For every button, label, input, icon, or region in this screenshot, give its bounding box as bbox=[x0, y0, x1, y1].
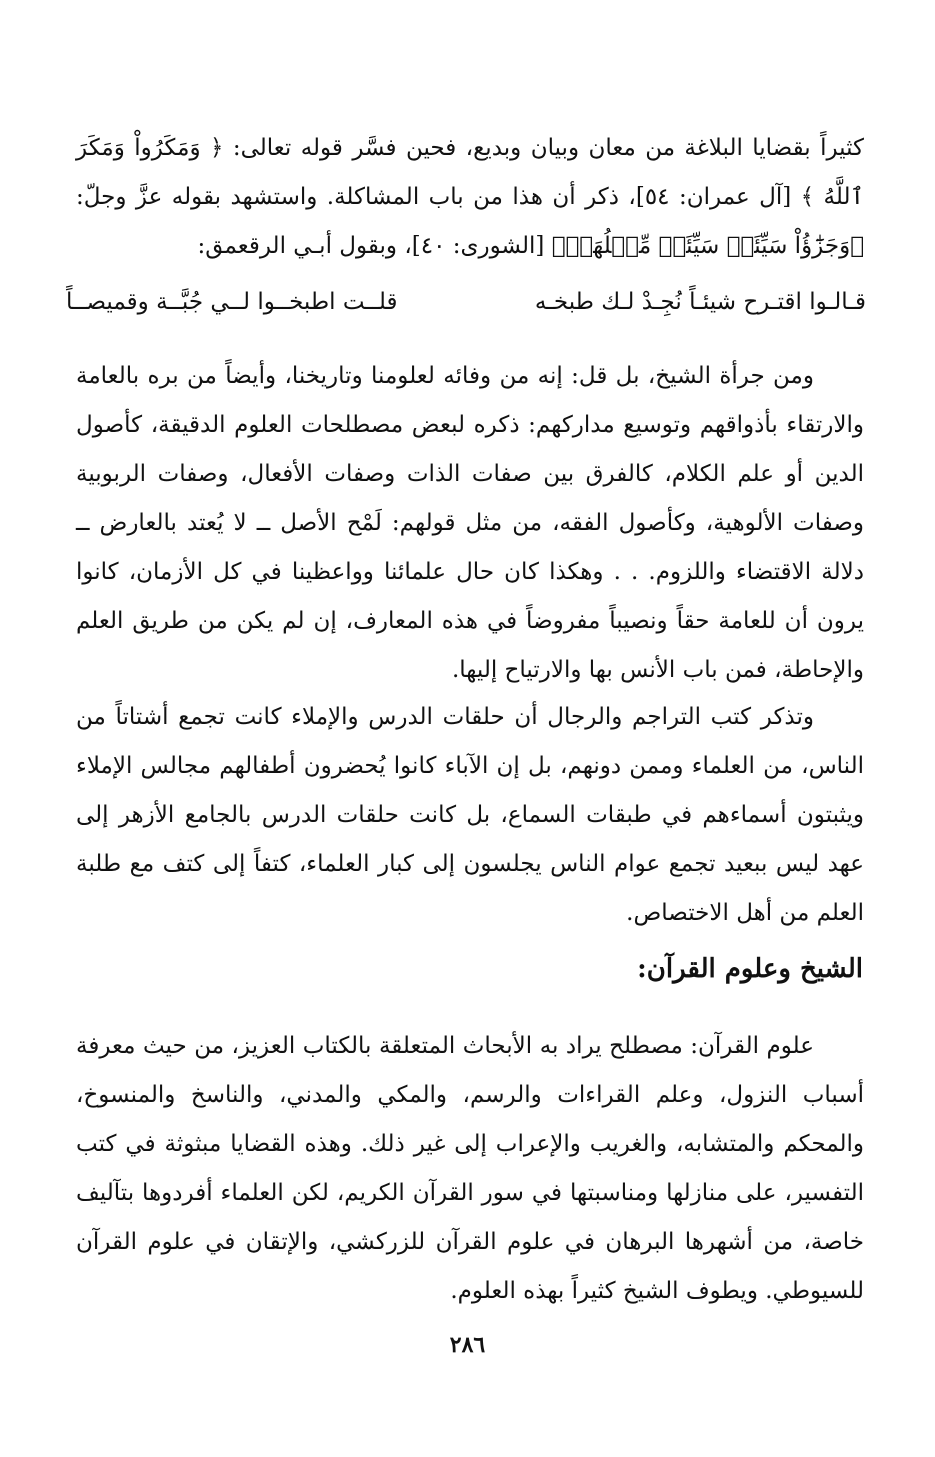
poetry-verse bbox=[66, 278, 866, 328]
page-number: ٢٨٦ bbox=[449, 1332, 486, 1358]
verse-first-hemistich: قـالـوا اقتـرح شيئـاً نُجِـدْ لـك طبخـه bbox=[534, 289, 866, 315]
quran-sciences-paragraph: علوم القرآن: مصطلح يراد به الأبحاث المتعلقة بالكتاب العزيز، من حيث معرفة أسباب النزول، وعلم القراءات والرسم، والمكي والمدني، والناسخ والمنسوخ، والمحكم والمتشابه، والغريب والإعراب إلى غير ذلك. وهذه القضايا مبثوثة في كتب التفسير، على منازلها ومناسبتها في سور القرآن الكريم، لكن العلماء أفردوها بتآليف خاصة، من أشهرها البرهان في علوم القرآن للزركشي، والإتقان في علوم القرآن للسيوطي. ويطوف الشيخ كثيراً بهذه العلوم. bbox=[76, 1033, 864, 1304]
boldness-paragraph: ومن جرأة الشيخ، بل قل: إنه من وفائه لعلومنا وتاريخنا، وأيضاً من بره بالعامة والارتقاء بأذواقهم وتوسيع مداركهم: ذكره لبعض مصطلحات العلوم الدقيقة، كأصول الدين أو علم الكلام، كالفرق بين صفات الذات وصفات الأفعال، وصفات الربوبية وصفات الألوهية، وكأصول الفقه، من مثل قولهم: لَمْح الأصل ــ لا يُعتد بالعارض ــ دلالة الاقتضاء واللزوم. . . وهكذا كان حال علمائنا وواعظينا في كل الأزمان، كانوا يرون أن للعامة حقاً ونصيباً مفروضاً في هذه المعارف، إن لم يكن من طريق العلم والإحاطة، فمن باب الأنس بها والارتياح إليها. bbox=[76, 363, 864, 683]
biographies-paragraph: وتذكر كتب التراجم والرجال أن حلقات الدرس والإملاء كانت تجمع أشتاتاً من الناس، من العلماء وممن دونهم، بل إن الآباء كانوا يُحضرون أطفالهم مجالس الإملاء ويثبتون أسماءهم في طبقات السماع، بل كانت حلقات الدرس بالجامع الأزهر إلى عهد ليس ببعيد تجمع عوام الناس يجلسون إلى كبار العلماء، كتفاً إلى كتف مع طلبة العلم من أهل الاختصاص. bbox=[76, 704, 864, 926]
verse-second-hemistich: قلــت اطبخــوا لــي جُبَّــة وقميصــاً bbox=[66, 289, 398, 315]
intro-paragraph: كثيراً بقضايا البلاغة من معان وبيان وبديع، فحين فسَّر قوله تعالى: ﴿ وَمَكَرُواْ وَمَكَرَ ٱللَّهُ ﴾ [آل عمران: ٥٤]، ذكر أن هذا من باب المشاكلة. واستشهد بقوله عزَّ وجلّ: ﴿وَجَزَٰٓؤُاْ سَيِّئَةٖ سَيِّئَةٞ مِّثۡلُهَاۖ﴾ [الشورى: ٤٠]، وبقول أبـي الرقعمق: bbox=[76, 135, 864, 259]
section-heading: الشيخ وعلوم القرآن: bbox=[637, 954, 863, 984]
